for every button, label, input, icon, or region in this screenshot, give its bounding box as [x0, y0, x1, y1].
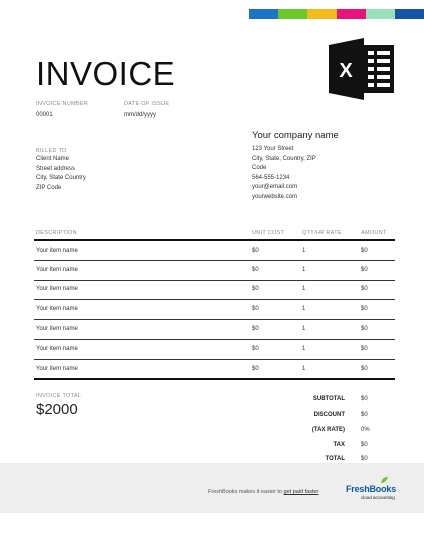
company-email: your@email.com [252, 184, 298, 191]
column-header-unit-cost: UNIT COST [252, 230, 285, 236]
discount-value: $0 [361, 412, 368, 418]
column-header-qty: QTY/HR RATE [302, 230, 342, 236]
client-street: Street address [36, 165, 76, 172]
billed-to-address [36, 155, 86, 193]
item-description: Your item name [36, 346, 78, 352]
item-description: Your item name [36, 306, 78, 312]
item-qty: 1 [302, 326, 306, 332]
item-qty: 1 [302, 306, 306, 312]
invoice-title: INVOICE [36, 55, 176, 92]
date-of-issue-label: DATE OF ISSUE [124, 101, 170, 107]
item-description: Your item name [36, 366, 78, 372]
date-of-issue: mm/dd/yyyy [124, 112, 157, 118]
freshbooks-tagline: cloud accounting [361, 495, 395, 500]
item-unit-cost: $0 [252, 346, 259, 352]
table-bottom-divider [34, 378, 395, 380]
item-unit-cost: $0 [252, 267, 259, 273]
table-row [0, 341, 424, 361]
item-description: Your item name [36, 248, 78, 254]
item-qty: 1 [302, 286, 306, 292]
company-website: yourwebsite.com [252, 193, 298, 200]
item-amount: $0 [361, 286, 368, 292]
get-paid-faster-link[interactable]: get paid faster [283, 489, 319, 495]
table-row [0, 242, 424, 262]
discount-label: DISCOUNT [313, 412, 345, 418]
color-stripe-6 [395, 9, 424, 19]
column-header-description: DESCRIPTION [36, 230, 77, 236]
item-description: Your item name [36, 286, 78, 292]
tax-rate-label: (TAX RATE) [311, 427, 345, 433]
company-phone: 564-555-1234 [252, 174, 290, 181]
table-header-divider [34, 239, 395, 241]
row-divider [34, 319, 395, 320]
subtotal-value: $0 [361, 396, 368, 402]
color-stripe-4 [337, 9, 366, 19]
item-qty: 1 [302, 346, 306, 352]
invoice-number: 00001 [36, 112, 53, 118]
color-stripe-3 [307, 9, 337, 19]
item-amount: $0 [361, 346, 368, 352]
billed-to-label: BILLED TO [36, 148, 67, 154]
item-unit-cost: $0 [252, 286, 259, 292]
table-row [0, 321, 424, 341]
total-value: $0 [361, 456, 368, 462]
row-divider [34, 280, 395, 281]
client-zip: ZIP Code [36, 184, 62, 191]
item-qty: 1 [302, 366, 306, 372]
item-description: Your item name [36, 326, 78, 332]
client-city: City, State Country [36, 175, 86, 182]
item-amount: $0 [361, 366, 368, 372]
invoice-total-value: $2000 [36, 401, 78, 418]
item-unit-cost: $0 [252, 306, 259, 312]
item-unit-cost: $0 [252, 248, 259, 254]
tax-label: TAX [333, 442, 345, 448]
company-name: Your company name [252, 130, 339, 141]
total-label: TOTAL [325, 456, 345, 462]
company-street: 123 Your Street [252, 146, 294, 152]
color-stripe-5 [366, 9, 395, 19]
tax-value: $0 [361, 442, 368, 448]
invoice-total-label: INVOICE TOTAL [36, 393, 82, 399]
color-stripe-1 [249, 9, 278, 19]
invoice-number-label: INVOICE NUMBER [36, 101, 89, 107]
excel-icon [326, 36, 396, 102]
company-city: City, State, Country, ZIP [252, 155, 316, 162]
freshbooks-leaf-icon [380, 476, 389, 484]
client-name: Client Name [36, 156, 70, 162]
svg-text:X: X [339, 60, 353, 82]
row-divider [34, 359, 395, 360]
item-amount: $0 [361, 306, 368, 312]
item-description: Your item name [36, 267, 78, 273]
column-header-amount: AMOUNT [361, 230, 387, 236]
freshbooks-logo: FreshBooks [346, 484, 397, 494]
item-amount: $0 [361, 267, 368, 273]
item-qty: 1 [302, 267, 306, 273]
row-divider [34, 260, 395, 261]
footer-text [208, 489, 318, 495]
item-unit-cost: $0 [252, 366, 259, 372]
row-divider [34, 339, 395, 340]
table-row [0, 301, 424, 321]
item-amount: $0 [361, 248, 368, 254]
subtotal-label: SUBTOTAL [312, 396, 345, 402]
footer-message: FreshBooks makes it easier to [208, 489, 284, 495]
item-qty: 1 [302, 248, 306, 254]
table-row [0, 262, 424, 282]
item-amount: $0 [361, 326, 368, 332]
company-address [252, 145, 316, 203]
tax-rate-value: 0% [361, 427, 370, 433]
color-stripe-2 [278, 9, 307, 19]
row-divider [34, 299, 395, 300]
item-unit-cost: $0 [252, 326, 259, 332]
company-code: Code [252, 165, 267, 172]
